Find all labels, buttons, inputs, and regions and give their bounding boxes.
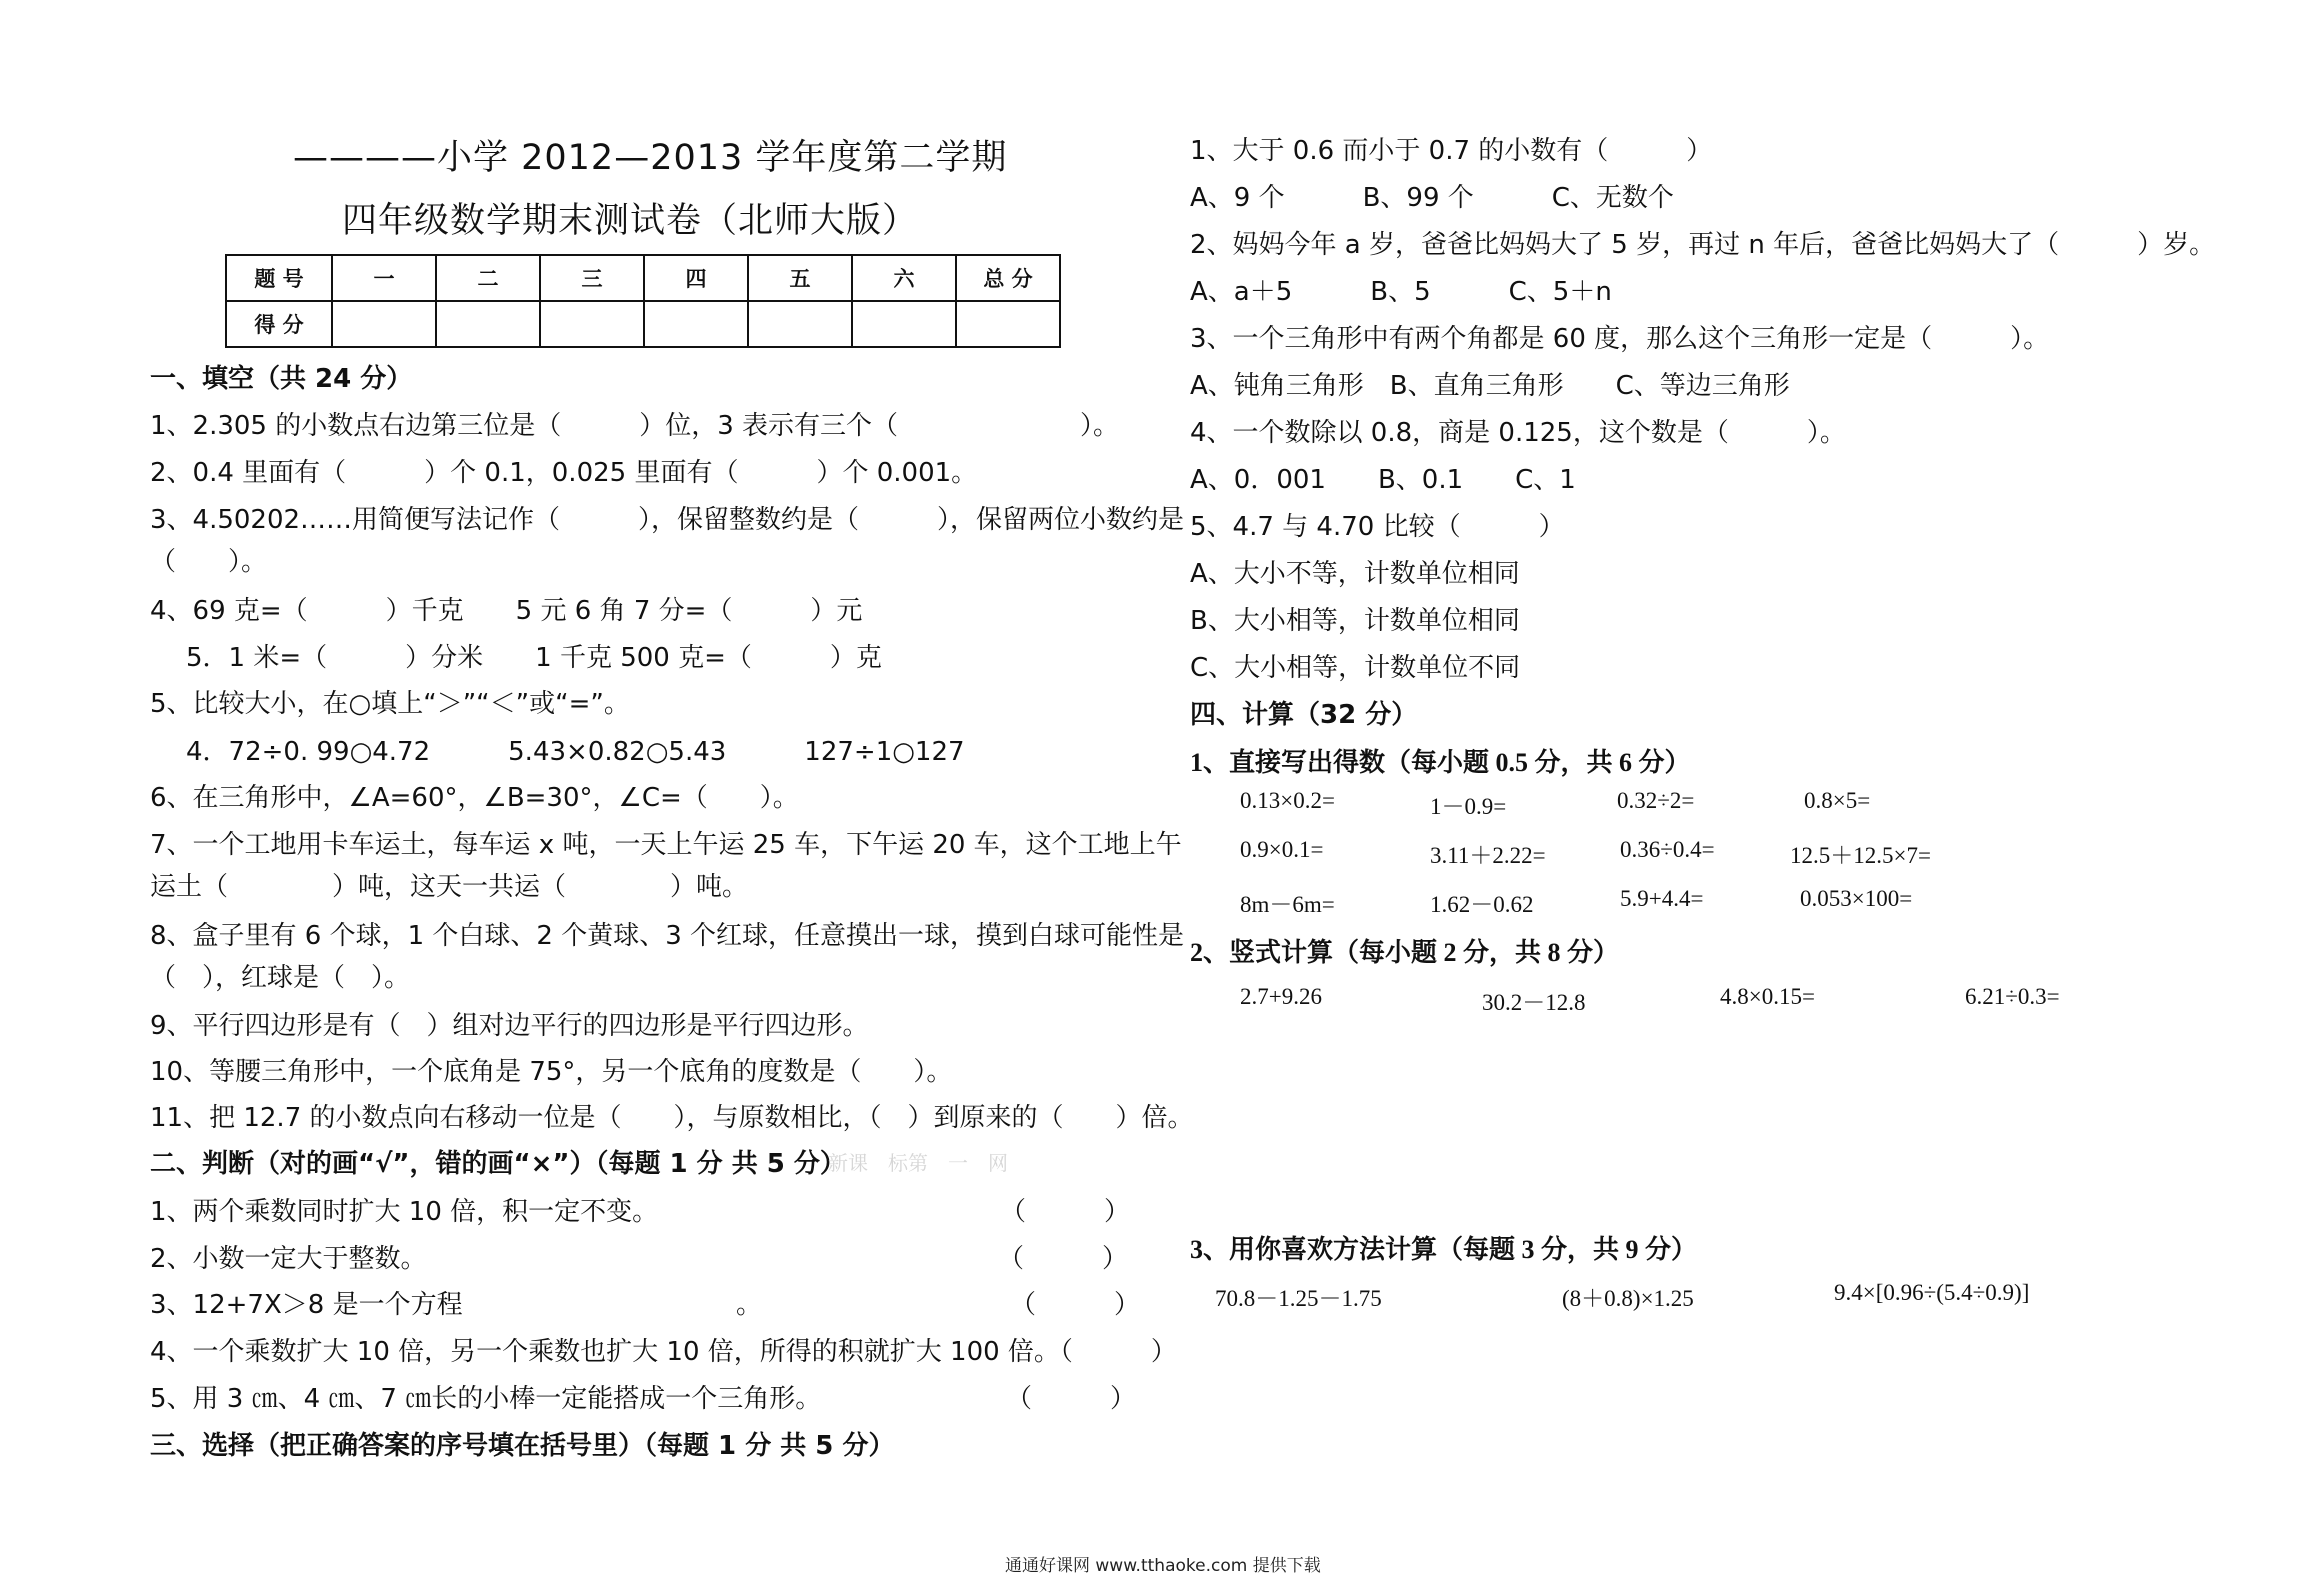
calc-item: 5.9+4.4= bbox=[1620, 886, 1704, 911]
calc-item: 0.053×100= bbox=[1800, 886, 1913, 911]
choice-question-3: 3、一个三角形中有两个角都是 60 度，那么这个三角形一定是（ ）。 bbox=[1190, 324, 2050, 354]
calc-item: 8m－6m= bbox=[1240, 892, 1335, 917]
section2-title: 二、判断（对的画“√”，错的画“×”）（每题 1 分 共 5 分） bbox=[150, 1149, 846, 1179]
judge-answer-paren-1[interactable]: （ ） bbox=[1000, 1197, 1131, 1227]
fill-question-4-cont: 5．1 米=（ ）分米 1 千克 500 克=（ ）克 bbox=[186, 643, 882, 673]
fill-question-10: 10、等腰三角形中，一个底角是 75°，另一个底角的度数是（ ）。 bbox=[150, 1057, 953, 1087]
score-input-cell[interactable] bbox=[956, 301, 1060, 347]
judge-question-2: 2、小数一定大于整数。 bbox=[150, 1244, 427, 1274]
fill-question-1: 1、2.305 的小数点右边第三位是（ ）位，3 表示有三个（ ）。 bbox=[150, 411, 1120, 441]
calc-part1-title: 1、直接写出得数（每小题 0.5 分，共 6 分） bbox=[1190, 748, 1691, 777]
section3-title: 三、选择（把正确答案的序号填在括号里）（每题 1 分 共 5 分） bbox=[150, 1431, 895, 1461]
judge-question-5: 5、用 3 ㎝、4 ㎝、7 ㎝长的小棒一定能搭成一个三角形。 bbox=[150, 1384, 822, 1414]
free-calc-item: 70.8－1.25－1.75 bbox=[1215, 1286, 1382, 1311]
choice-option-5b: B、大小相等，计数单位相同 bbox=[1190, 606, 1520, 636]
choice-option-5a: A、大小不等，计数单位相同 bbox=[1190, 559, 1520, 589]
judge-answer-paren-2[interactable]: （ ） bbox=[998, 1244, 1129, 1274]
judge-question-1: 1、两个乘数同时扩大 10 倍，积一定不变。 bbox=[150, 1197, 659, 1227]
section1-title: 一、填空（共 24 分） bbox=[150, 364, 413, 394]
fill-question-5-items: 4．72÷0. 99○4.72 5.43×0.82○5.43 127÷1○127 bbox=[186, 737, 965, 767]
calc-item: 12.5＋12.5×7= bbox=[1790, 843, 1931, 868]
fill-question-5: 5、比较大小，在○填上“＞”“＜”或“=”。 bbox=[150, 689, 630, 719]
calc-item: 0.13×0.2= bbox=[1240, 788, 1335, 813]
watermark-text: 新课 标第 一 网 bbox=[828, 1151, 1008, 1175]
fill-question-7-cont: 运土（ ）吨，这天一共运（ ）吨。 bbox=[150, 872, 749, 902]
score-input-cell[interactable] bbox=[540, 301, 644, 347]
calc-item: 0.36÷0.4= bbox=[1620, 837, 1715, 862]
score-input-cell[interactable] bbox=[852, 301, 956, 347]
calc-part3-title: 3、用你喜欢方法计算（每题 3 分，共 9 分） bbox=[1190, 1235, 1698, 1264]
score-table bbox=[225, 254, 1061, 348]
score-input-cell[interactable] bbox=[332, 301, 436, 347]
fill-question-4: 4、69 克=（ ）千克 5 元 6 角 7 分=（ ）元 bbox=[150, 596, 863, 626]
fill-question-7: 7、一个工地用卡车运土，每车运 x 吨，一天上午运 25 车，下午运 20 车，这个工地上午 bbox=[150, 830, 1182, 860]
choice-question-5: 5、4.7 与 4.70 比较（ ） bbox=[1190, 512, 1565, 542]
score-cell: 二 bbox=[436, 255, 540, 301]
fill-question-9: 9、平行四边形是有（ ）组对边平行的四边形是平行四边形。 bbox=[150, 1011, 869, 1041]
score-cell: 五 bbox=[748, 255, 852, 301]
score-cell: 三 bbox=[540, 255, 644, 301]
free-calc-item: 9.4×[0.96÷(5.4÷0.9)] bbox=[1834, 1280, 2030, 1305]
choice-question-2: 2、妈妈今年 a 岁，爸爸比妈妈大了 5 岁，再过 n 年后，爸爸比妈妈大了（ ）岁。 bbox=[1190, 230, 2216, 260]
score-cell: 总 分 bbox=[956, 255, 1060, 301]
vertical-calc-item: 6.21÷0.3= bbox=[1965, 984, 2060, 1009]
choice-options-1: A、9 个 B、99 个 C、无数个 bbox=[1190, 183, 1674, 213]
score-table-score-row bbox=[226, 301, 1060, 347]
vertical-calc-item: 2.7+9.26 bbox=[1240, 984, 1322, 1009]
choice-question-1: 1、大于 0.6 而小于 0.7 的小数有（ ） bbox=[1190, 136, 1713, 166]
choice-options-2: A、a＋5 B、5 C、5＋n bbox=[1190, 277, 1612, 307]
score-cell: 四 bbox=[644, 255, 748, 301]
choice-options-3: A、钝角三角形 B、直角三角形 C、等边三角形 bbox=[1190, 371, 1790, 401]
judge-question-4: 4、一个乘数扩大 10 倍，另一个乘数也扩大 10 倍，所得的积就扩大 100 倍。（ ） bbox=[150, 1337, 1177, 1367]
exam-title-line1: ————小学 2012—2013 学年度第二学期 bbox=[293, 138, 1008, 178]
score-cell: 一 bbox=[332, 255, 436, 301]
score-table-header-row bbox=[226, 255, 1060, 301]
calc-item: 3.11＋2.22= bbox=[1430, 843, 1546, 868]
score-cell: 六 bbox=[852, 255, 956, 301]
score-row-label: 得 分 bbox=[226, 301, 332, 347]
vertical-calc-item: 4.8×0.15= bbox=[1720, 984, 1815, 1009]
choice-options-4: A、0．001 B、0.1 C、1 bbox=[1190, 465, 1576, 495]
score-cell-label: 题 号 bbox=[226, 255, 332, 301]
choice-option-5c: C、大小相等，计数单位不同 bbox=[1190, 653, 1521, 683]
fill-question-3: 3、4.50202……用简便写法记作（ ），保留整数约是（ ），保留两位小数约是 bbox=[150, 505, 1185, 535]
fill-question-8-cont: （ ），红球是（ ）。 bbox=[150, 963, 411, 993]
judge-answer-paren-3[interactable]: （ ） bbox=[1010, 1290, 1141, 1320]
calc-item: 0.8×5= bbox=[1804, 788, 1871, 813]
calc-item: 1－0.9= bbox=[1430, 794, 1507, 819]
fill-question-11: 11、把 12.7 的小数点向右移动一位是（ ），与原数相比，（ ）到原来的（ ）倍。 bbox=[150, 1103, 1194, 1133]
judge-question-3: 3、12+7X＞8 是一个方程 bbox=[150, 1290, 463, 1320]
fill-question-6: 6、在三角形中，∠A=60°，∠B=30°，∠C=（ ）。 bbox=[150, 783, 799, 813]
score-input-cell[interactable] bbox=[644, 301, 748, 347]
calc-item: 0.9×0.1= bbox=[1240, 837, 1324, 862]
exam-title-line2: 四年级数学期末测试卷（北师大版） bbox=[342, 201, 919, 241]
score-input-cell[interactable] bbox=[748, 301, 852, 347]
calc-item: 1.62－0.62 bbox=[1430, 892, 1534, 917]
fill-question-2: 2、0.4 里面有（ ）个 0.1，0.025 里面有（ ）个 0.001。 bbox=[150, 458, 978, 488]
fill-question-3-cont: （ ）。 bbox=[150, 547, 268, 577]
free-calc-item: (8＋0.8)×1.25 bbox=[1562, 1286, 1694, 1311]
judge-question-3-dot: 。 bbox=[736, 1290, 763, 1320]
vertical-calc-item: 30.2－12.8 bbox=[1482, 990, 1586, 1015]
footer-credit: 通通好课网 www.tthaoke.com 提供下载 bbox=[1005, 1556, 1321, 1576]
section4-title: 四、计算（32 分） bbox=[1190, 700, 1418, 730]
score-input-cell[interactable] bbox=[436, 301, 540, 347]
fill-question-8: 8、盒子里有 6 个球，1 个白球、2 个黄球、3 个红球，任意摸出一球，摸到白球可能性是 bbox=[150, 921, 1185, 951]
calc-part2-title: 2、竖式计算（每小题 2 分，共 8 分） bbox=[1190, 938, 1620, 967]
judge-answer-paren-5[interactable]: （ ） bbox=[1006, 1384, 1137, 1414]
choice-question-4: 4、一个数除以 0.8，商是 0.125，这个数是（ ）。 bbox=[1190, 418, 1846, 448]
calc-item: 0.32÷2= bbox=[1617, 788, 1695, 813]
